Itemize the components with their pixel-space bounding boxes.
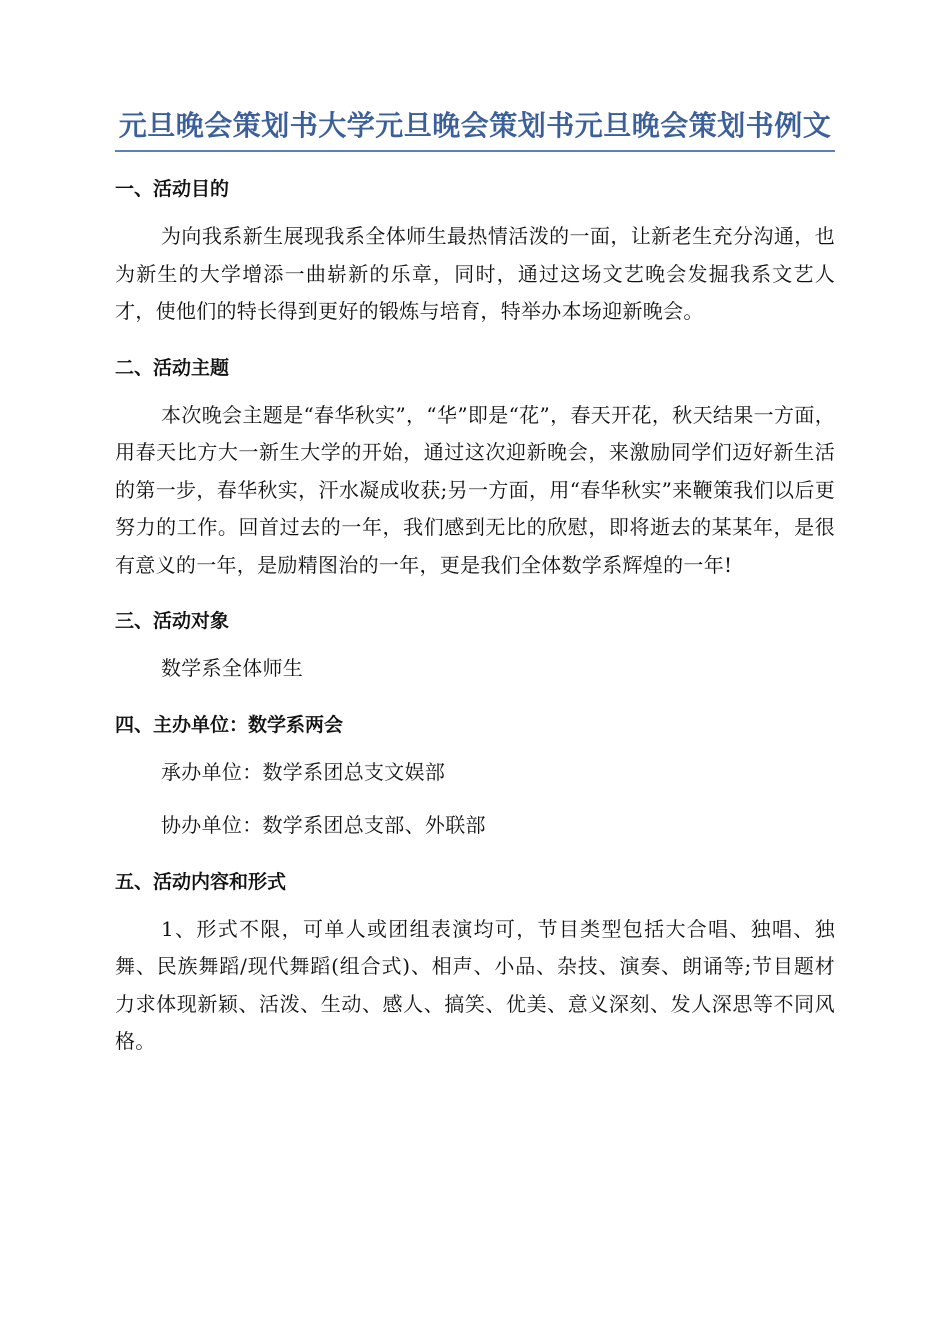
section-audience	[115, 608, 835, 688]
section-paragraph: 为向我系新生展现我系全体师生最热情活泼的一面，让新老生充分沟通，也为新生的大学增添一曲崭新的乐章，同时，通过这场文艺晚会发掘我系文艺人才，使他们的特长得到更好的锻炼与培育，特举办本场迎新晚会。	[115, 224, 835, 323]
section-paragraph: 数学系全体师生	[161, 656, 304, 680]
section-purpose	[115, 176, 835, 331]
section-paragraph: 1、形式不限，可单人或团组表演均可，节目类型包括大合唱、独唱、独舞、民族舞蹈/现代舞蹈(组合式)、相声、小品、杂技、演奏、朗诵等;节目题材力求体现新颖、活泼、生动、感人、搞笑、优美、意义深刻、发人深思等不同风格。	[115, 916, 835, 1053]
section-content-format	[115, 869, 835, 1061]
document-page	[115, 108, 835, 1061]
section-theme	[115, 355, 835, 585]
section-paragraph: 本次晚会主题是“春华秋实”，“华”即是“花”，春天开花，秋天结果一方面，用春天比方大一新生大学的开始，通过这次迎新晚会，来激励同学们迈好新生活的第一步，春华秋实，汗水凝成收获;另一方面，用“春华秋实”来鞭策我们以后更努力的工作。回首过去的一年，我们感到无比的欣慰，即将逝去的某某年，是很有意义的一年，是励精图治的一年，更是我们全体数学系辉煌的一年!	[115, 402, 835, 577]
section-heading: 四、主办单位：数学系两会	[115, 713, 344, 736]
section-heading: 二、活动主题	[115, 356, 230, 379]
section-paragraph: 承办单位：数学系团总支文娱部	[161, 759, 446, 784]
section-heading: 一、活动目的	[115, 178, 230, 200]
section-heading: 三、活动对象	[115, 610, 230, 632]
section-paragraph: 协办单位：数学系团总支部、外联部	[161, 813, 486, 837]
section-heading: 五、活动内容和形式	[115, 870, 287, 893]
section-organizer	[115, 712, 835, 845]
document-title: 元旦晚会策划书大学元旦晚会策划书元旦晚会策划书例文	[115, 108, 835, 152]
